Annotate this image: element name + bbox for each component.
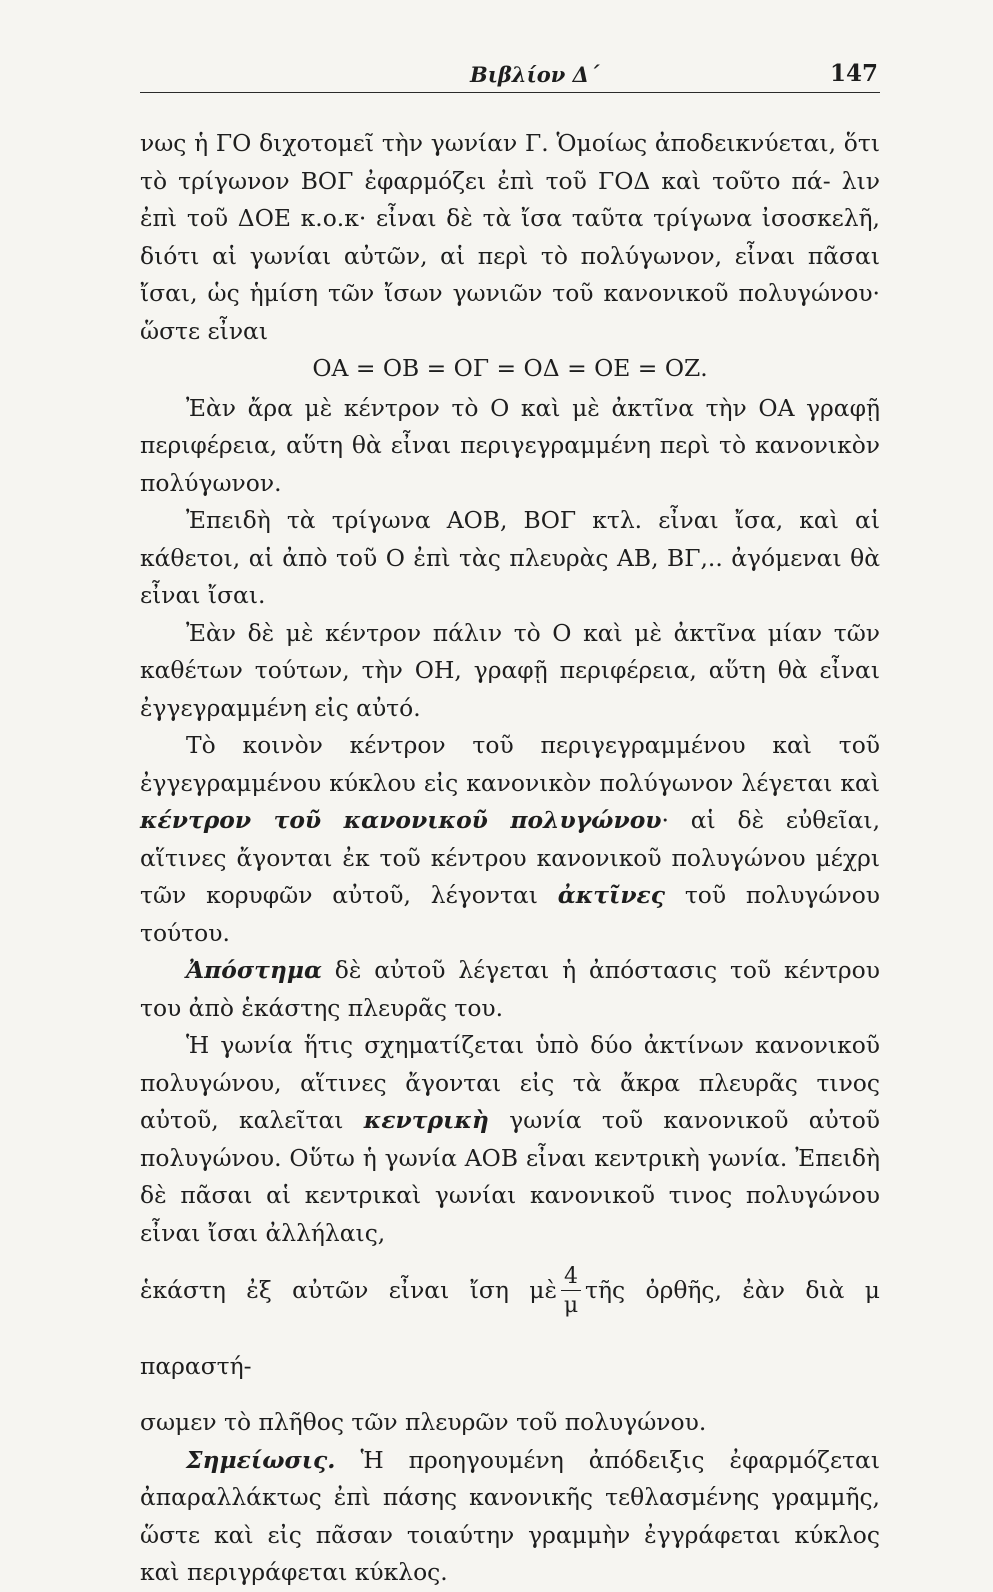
paragraph-continuation	[140, 125, 880, 350]
text-run: · αἱ δὲ εὐθεῖαι, αἵτινες ἄγονται ἐκ τοῦ κέντρου κανονικοῦ πολυγώνου μέχρι τῶν κορυφῶν αὐτοῦ, λέγονται	[140, 806, 880, 909]
radii-equation: ΟΑ = ΟΒ = ΟΓ = ΟΔ = ΟΕ = ΟΖ.	[312, 354, 708, 382]
term-radii: ἀκτῖνες	[557, 881, 666, 909]
running-title: Βιβλίον Δ΄	[470, 62, 600, 87]
paragraph-circumscribed: Ἐὰν ἄρα μὲ κέντρον τὸ Ο καὶ μὲ ἀκτῖνα τὴν ΟΑ γραφῇ περιφέρεια, αὕτη θὰ εἶναι περιγεγραμμένη περὶ τὸ κανονικὸν πολύγωνον.	[140, 393, 880, 497]
text-line: εἶναι	[207, 316, 269, 345]
text-line: λιν ἐπὶ τοῦ ΔΟΕ κ.ο.κ· εἶναι δὲ τὰ ἴσα ταῦτα τρίγωνα ἰσοσκελῆ,	[140, 166, 881, 232]
text-line: ὡς ἡμίση τῶν ἴσων γωνιῶν τοῦ κανονικοῦ πολυγώνου· ὥστε	[140, 279, 880, 345]
paragraph-note	[140, 1442, 880, 1592]
text-line: ὅτι τὸ τρίγωνον ΒΟΓ ἐφαρμόζει ἐπὶ τοῦ ΓΟΔ καὶ τοῦτο πά-	[140, 129, 880, 195]
paragraph-apothem-definition	[140, 952, 880, 1027]
text-run: γωνία τοῦ κανονικοῦ αὐτοῦ πολυγώνου. Οὕτω ἡ γωνία ΑΟΒ εἶναι κεντρικὴ γωνία. Ἐπειδὴ δὲ πᾶσαι αἱ κεντρικαὶ γωνίαι κανονικοῦ τινος πολυγώνου εἶναι ἴσαι ἀλλήλαις,	[140, 1106, 880, 1247]
term-apothem: Ἀπόστημα	[186, 956, 322, 984]
text-run: Τὸ κοινὸν κέντρον τοῦ περιγεγραμμένου καὶ τοῦ ἐγγεγραμμένου κύκλου εἰς κανονικὸν πολύγωνον λέγεται καὶ	[140, 731, 880, 797]
paragraph-center-definition	[140, 727, 880, 952]
text-run: Ἡ προηγουμένη ἀπόδειξις ἐφαρμόζεται ἀπαραλλάκτως ἐπὶ πάσης κανονικῆς τεθλασμένης γραμμῆς, ὥστε καὶ εἰς πᾶσαν τοιαύτην γραμμὴν ἐγγράφεται κύκλος καὶ περιγράφεται κύκλος.	[140, 1445, 880, 1586]
text-line: διότι αἱ γωνίαι αὐτῶν, αἱ περὶ τὸ πολύγωνον, εἶναι πᾶσαι ἴσαι,	[140, 241, 880, 307]
fraction-numerator: 4	[561, 1266, 581, 1291]
term-central: κεντρικὴ	[363, 1106, 489, 1134]
text-run: τῆς ὀρθῆς, ἐὰν διὰ μ παραστή-	[140, 1276, 880, 1380]
fraction-line	[140, 1252, 880, 1404]
text-run: ἑκάστη ἐξ αὐτῶν εἶναι ἴση μὲ	[140, 1276, 558, 1304]
paragraph-central-angle	[140, 1027, 880, 1252]
fraction-four-over-mu	[561, 1266, 581, 1317]
term-center: κέντρον τοῦ κανονικοῦ πολυγώνου	[140, 806, 662, 834]
term-note: Σημείωσις.	[186, 1445, 336, 1474]
running-header	[140, 58, 880, 93]
body-text	[140, 125, 880, 1592]
fraction-denominator: μ	[563, 1293, 579, 1318]
paragraph-perpendiculars: Ἐπειδὴ τὰ τρίγωνα ΑΟΒ, ΒΟΓ κτλ. εἶναι ἴσα, καὶ αἱ κάθετοι, αἱ ἀπὸ τοῦ Ο ἐπὶ τὰς πλευρὰς ΑΒ, ΒΓ,.. ἀγόμεναι θὰ εἶναι ἴσαι.	[140, 506, 880, 609]
text-line: νως ἡ ΓΟ διχοτομεῖ τὴν γωνίαν Γ. Ὁμοίως ἀποδεικνύεται,	[140, 129, 837, 157]
text-run: τοῦ πολυγώνου τούτου.	[140, 881, 880, 947]
text-run: Ἡ γωνία ἥτις σχηματίζεται ὑπὸ δύο ἀκτίνων κανονικοῦ πολυγώνου, αἵτινες ἄγονται εἰς τὰ ἄκρα πλευρᾶς τινος αὐτοῦ, καλεῖται	[140, 1031, 880, 1134]
page-number: 147	[829, 60, 878, 87]
paragraph-inscribed: Ἐὰν δὲ μὲ κέντρον πάλιν τὸ Ο καὶ μὲ ἀκτῖνα μίαν τῶν καθέτων τούτων, τὴν ΟΗ, γραφῇ περιφέρεια, αὕτη θὰ εἶναι ἐγγεγραμμένη εἰς αὐτό.	[140, 618, 880, 722]
text-run: δὲ αὐτοῦ λέγεται ἡ ἀπόστασις τοῦ κέντρου του ἀπὸ ἑκάστης πλευρᾶς του.	[140, 956, 880, 1022]
paragraph-central-angle-end: σωμεν τὸ πλῆθος τῶν πλευρῶν τοῦ πολυγώνου.	[140, 1408, 707, 1436]
